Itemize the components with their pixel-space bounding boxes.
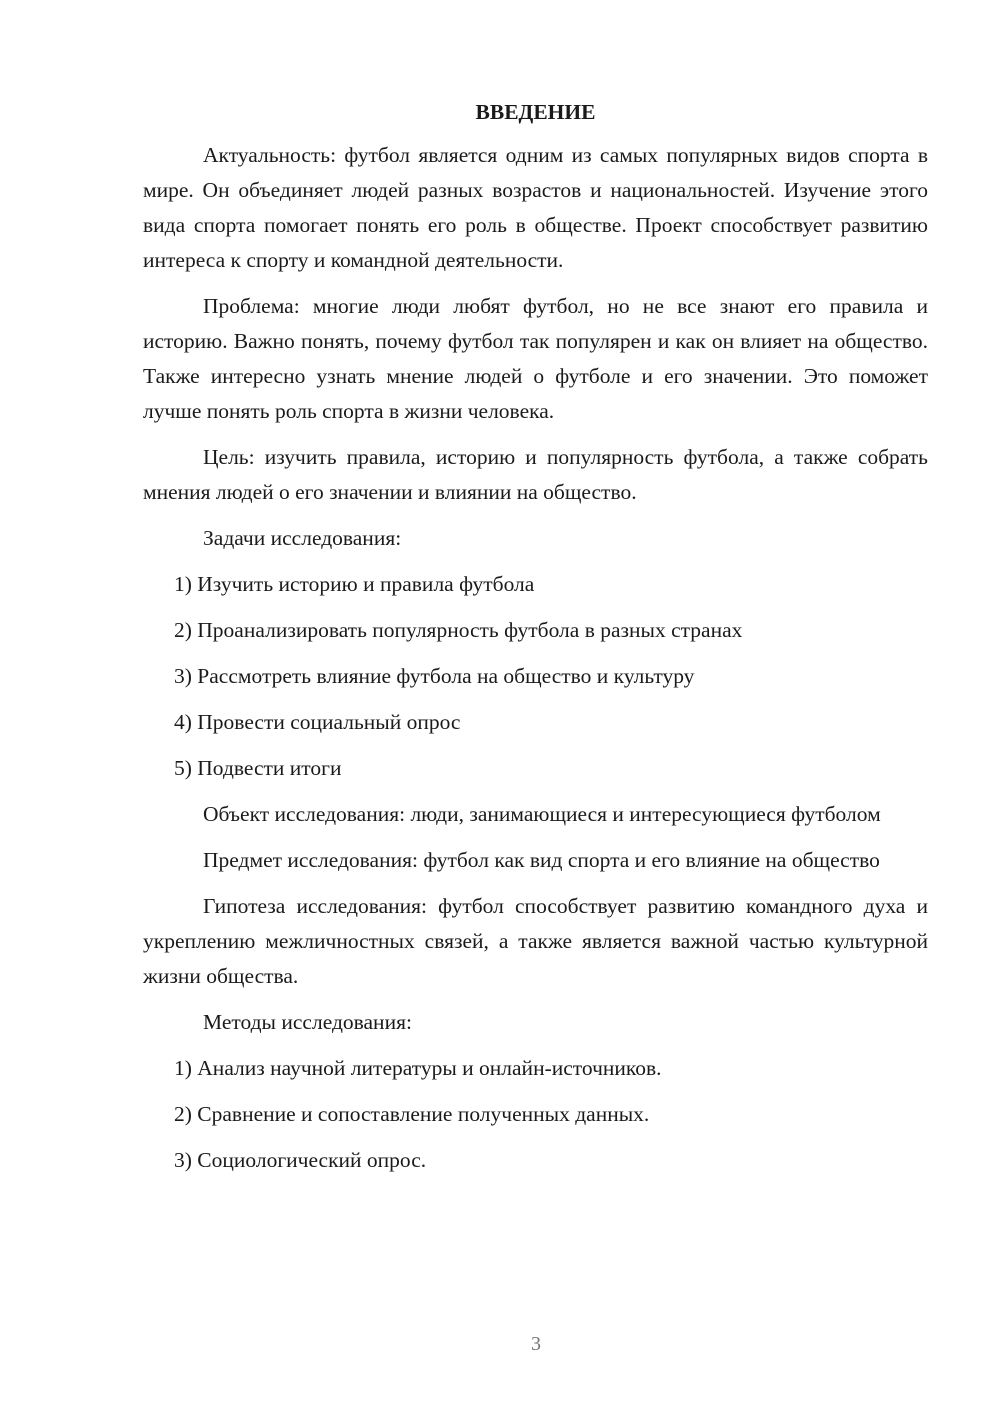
- methods-list: [143, 1051, 928, 1178]
- tasks-title: Задачи исследования:: [203, 526, 402, 550]
- methods-title: Методы исследования:: [203, 1010, 412, 1034]
- document-page: [143, 96, 928, 1189]
- goal-paragraph: Цель: изучить правила, историю и популярность футбола, а также собрать мнения людей о его значении и влиянии на общество.: [143, 445, 928, 504]
- list-item: 2) Сравнение и сопоставление полученных данных.: [174, 1102, 650, 1126]
- relevance-paragraph: Актуальность: футбол является одним из самых популярных видов спорта в мире. Он объединяет людей разных возрастов и национальностей. Изучение этого вида спорта помогает понять его роль в обществе. Проект способствует развитию интереса к спорту и командной деятельности.: [143, 143, 928, 272]
- subject-paragraph: Предмет исследования: футбол как вид спорта и его влияние на общество: [203, 848, 880, 872]
- tasks-list: [143, 567, 928, 786]
- list-item: 2) Проанализировать популярность футбола в разных странах: [174, 618, 743, 642]
- list-item: 3) Рассмотреть влияние футбола на общество и культуру: [174, 664, 695, 688]
- list-item: 4) Провести социальный опрос: [174, 710, 461, 734]
- hypothesis-paragraph: Гипотеза исследования: футбол способствует развитию командного духа и укреплению межличностных связей, а также является важной частью культурной жизни общества.: [143, 894, 928, 988]
- object-paragraph: Объект исследования: люди, занимающиеся и интересующиеся футболом: [203, 802, 881, 826]
- list-item: 1) Изучить историю и правила футбола: [174, 572, 535, 596]
- page-number: 3: [531, 1333, 541, 1355]
- list-item: 3) Социологический опрос.: [174, 1148, 427, 1172]
- section-heading: ВВЕДЕНИЕ: [475, 100, 596, 124]
- list-item: 5) Подвести итоги: [174, 756, 342, 780]
- problem-paragraph: Проблема: многие люди любят футбол, но не все знают его правила и историю. Важно понять, почему футбол так популярен и как он влияет на общество. Также интересно узнать мнение людей о футболе и его значении. Это поможет лучше понять роль спорта в жизни человека.: [143, 294, 928, 423]
- list-item: 1) Анализ научной литературы и онлайн-источников.: [174, 1056, 662, 1080]
